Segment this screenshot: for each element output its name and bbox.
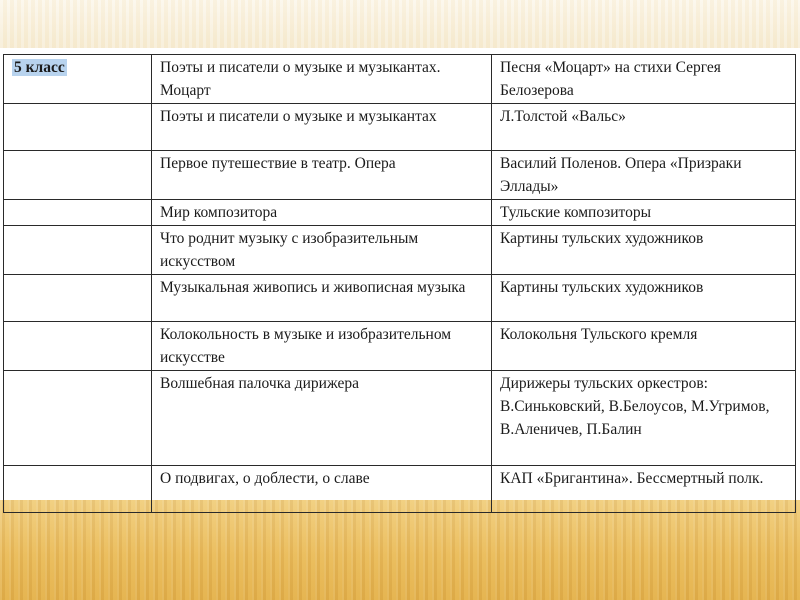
material-cell: Дирижеры тульских оркестров: В.Синьковский, В.Белоусов, М.Угримов, В.Аленичев, П.Балин	[492, 371, 796, 466]
topic-cell: Волшебная палочка дирижера	[152, 371, 492, 466]
grade-cell	[4, 275, 152, 322]
table-row	[4, 466, 796, 513]
material-cell: КАП «Бригантина». Бессмертный полк.	[492, 466, 796, 513]
topic-cell: О подвигах, о доблести, о славе	[152, 466, 492, 513]
background-top	[0, 0, 800, 48]
topic-cell: Первое путешествие в театр. Опера	[152, 151, 492, 200]
topic-cell: Колокольность в музыке и изобразительном искусстве	[152, 322, 492, 371]
grade-label: 5 класс	[14, 59, 65, 76]
grade-cell	[4, 104, 152, 151]
topic-cell: Мир композитора	[152, 200, 492, 226]
grade-cell	[4, 226, 152, 275]
material-cell: Песня «Моцарт» на стихи Сергея Белозерова	[492, 55, 796, 104]
grade-cell	[4, 371, 152, 466]
table-row	[4, 275, 796, 322]
topic-cell: Что роднит музыку с изобразительным искусством	[152, 226, 492, 275]
table-row	[4, 55, 796, 104]
material-cell: Тульские композиторы	[492, 200, 796, 226]
table-row	[4, 322, 796, 371]
slide-content	[0, 48, 800, 500]
material-cell: Л.Толстой «Вальс»	[492, 104, 796, 151]
grade-cell	[4, 200, 152, 226]
grade-cell	[4, 151, 152, 200]
material-cell: Василий Поленов. Опера «Призраки Эллады»	[492, 151, 796, 200]
topic-cell: Поэты и писатели о музыке и музыкантах. Моцарт	[152, 55, 492, 104]
material-cell: Колокольня Тульского кремля	[492, 322, 796, 371]
topic-cell: Музыкальная живопись и живописная музыка	[152, 275, 492, 322]
material-cell: Картины тульских художников	[492, 226, 796, 275]
table-row	[4, 371, 796, 466]
grade-cell	[4, 55, 152, 104]
grade-cell	[4, 322, 152, 371]
background-bottom	[0, 500, 800, 600]
material-cell: Картины тульских художников	[492, 275, 796, 322]
table-row	[4, 104, 796, 151]
table-row	[4, 200, 796, 226]
topic-cell: Поэты и писатели о музыке и музыкантах	[152, 104, 492, 151]
table-row	[4, 226, 796, 275]
table-row	[4, 151, 796, 200]
grade-cell	[4, 466, 152, 513]
curriculum-table	[3, 54, 796, 513]
